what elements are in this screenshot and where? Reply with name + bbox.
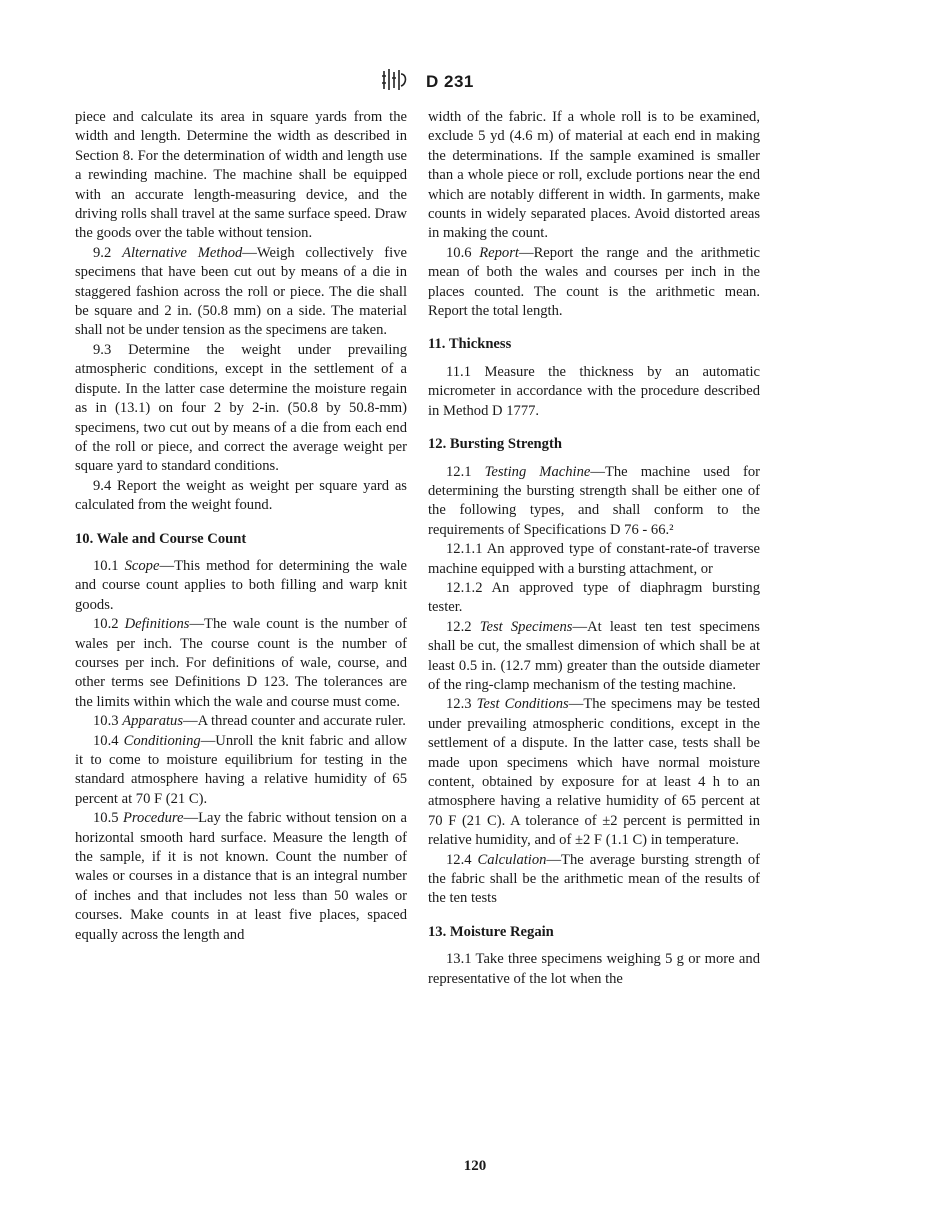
section-number: 10.2: [93, 616, 119, 633]
right-column: [428, 108, 760, 989]
paragraph-9-2: [75, 244, 407, 341]
paragraph-12-2: [428, 618, 760, 696]
section-title: Report: [479, 244, 519, 261]
paragraph-12-4: [428, 851, 760, 909]
section-text: —Weigh collectively five specimens that have been cut out by means of a die in staggered fashion across the roll or piece. The die shall be square and 2 in. (50.8 mm) on a side. The material shall not be under tension as the specimens are taken.: [75, 244, 407, 339]
section-heading-13: 13. Moisture Regain: [428, 923, 554, 940]
section-text: —Report the range and the arithmetic mean of both the wales and courses per inch in the places counted. The count is the arithmetic mean. Report the total length.: [428, 244, 760, 320]
section-number: 12.4: [446, 851, 472, 868]
section-title: Testing Machine: [484, 463, 591, 480]
section-title: Test Specimens: [479, 618, 573, 635]
section-title: Calculation: [477, 851, 547, 868]
paragraph-13-1: 13.1 Take three specimens weighing 5 g or more and representative of the lot when the: [428, 951, 760, 987]
paragraph-10-2: [75, 615, 407, 712]
paragraph-10-5: [75, 809, 407, 945]
section-number: 12.1: [446, 463, 472, 480]
section-heading-11: 11. Thickness: [428, 336, 512, 353]
section-number: 9.2: [93, 244, 112, 261]
paragraph-10-4: [75, 732, 407, 810]
paragraph-9-4: [75, 477, 407, 516]
paragraph-12-3: [428, 695, 760, 850]
standard-designation: D 231: [426, 72, 474, 91]
paragraph-9-3: 9.3 Determine the weight under prevailing atmospheric conditions, except in the settlement of a dispute. In the latter case determine the moisture regain as in (13.1) on four 2 by 2-in. (50.8 by 50.8-mm) specimens, two cut out by means of a die from each end of the roll or piece, and correct the average weight per square yard to standard conditions.: [75, 341, 407, 475]
section-number: 12.3: [446, 696, 472, 713]
section-text: —Lay the fabric without tension on a horizontal smooth hard surface. Measure the length of the sample, if it is not known. Count the number of wales or courses in a distance that is an integral number of inches and that includes not less than 50 wales or courses. Make counts in at least five places, spaced equally across the length and: [75, 810, 407, 943]
section-text: —The average bursting strength of the fabric shall be the arithmetic mean of the results of the ten tests: [428, 851, 761, 907]
paragraph-text: 9.4 Report the weight as weight per square yard as calculated from the weight found.: [75, 477, 407, 514]
section-text: —The specimens may be tested under prevailing atmospheric conditions, except in the settlement of a dispute. In the latter case, tests shall be made upon specimens which have normal moisture content, obtained by exposure for at least 4 h to an atmosphere having a relative humidity of 65 percent at 70 F (21 C). A tolerance of ±2 percent is permitted in relative humidity, and of ±2 F (1.1 C) in temperature.: [428, 696, 760, 849]
section-title: Procedure: [122, 810, 184, 827]
section-title: Conditioning: [123, 732, 201, 749]
paragraph-10-1: [75, 557, 407, 615]
section-text: —Unroll the knit fabric and allow it to come to moisture equilibrium for testing in the standard atmosphere having a relative humidity of 65 percent at 70 F (21 C).: [75, 732, 407, 807]
section-text: —A thread counter and accurate ruler.: [183, 713, 406, 730]
page-number: 120: [463, 1158, 487, 1174]
paragraph-10-3: [75, 712, 407, 731]
section-text: —The wale count is the number of wales per inch. The course count is the number of courses per inch. For definitions of wale, course, and other terms see Definitions D 123. The tolerances are the limits within which the wale and course must come.: [75, 616, 407, 710]
paragraph-12-1-1: 12.1.1 An approved type of constant-rate-of traverse machine equipped with a bursting attachment, or: [428, 541, 760, 577]
section-number: 10.6: [446, 244, 472, 261]
section-text: —At least ten test specimens shall be cut, the smallest dimension of which shall be at least 0.5 in. (12.7 mm) greater than the outside diameter of the ring-clamp mechanism of the testing machine.: [428, 618, 760, 693]
paragraph-11-1: 11.1 Measure the thickness by an automatic micrometer in accordance with the procedure described in Method D 1777.: [428, 363, 760, 419]
section-title: Test Conditions: [476, 696, 569, 713]
section-number: 12.2: [446, 618, 472, 635]
astm-logo-icon: [380, 68, 410, 92]
section-title: Scope: [124, 557, 160, 574]
page-header: [0, 68, 950, 98]
paragraph: width of the fabric. If a whole roll is to be examined, exclude 5 yd (4.6 m) of material at each end in making the determinations. If the sample examined is smaller than a whole piece or roll, exclude portions near the end which are notably different in width. In garments, make counts in widely separated places. Avoid distorted areas in making the count.: [428, 109, 760, 242]
section-title: Apparatus: [122, 713, 184, 730]
section-number: 10.3: [93, 713, 119, 730]
paragraph: piece and calculate its area in square yards from the width and length. Determine the width as described in Section 8. For the determination of width and length use a rewinding machine. The machine shall be equipped with an accurate length-measuring device, and the driving rolls shall travel at the same surface speed. Draw the goods over the table without tension.: [75, 109, 407, 242]
section-text: —The machine used for determining the bursting strength shall be either one of the following types, and shall conform to the requirements of Specifications D 76 - 66.²: [428, 463, 760, 538]
section-title: Definitions: [124, 616, 190, 633]
section-heading-12: 12. Bursting Strength: [428, 436, 562, 453]
section-number: 10.1: [93, 557, 119, 574]
section-title: Alternative Method: [122, 244, 243, 261]
section-number: 10.4: [93, 732, 119, 749]
left-column: [75, 108, 407, 945]
section-heading-10: 10. Wale and Course Count: [75, 530, 247, 547]
section-text: —This method for determining the wale and course count applies to both filling and warp knit goods.: [75, 557, 407, 613]
paragraph-12-1-2: 12.1.2 An approved type of diaphragm bursting tester.: [428, 579, 760, 616]
paragraph-10-6: [428, 244, 760, 322]
section-number: 10.5: [93, 810, 119, 827]
paragraph-12-1: [428, 463, 760, 541]
